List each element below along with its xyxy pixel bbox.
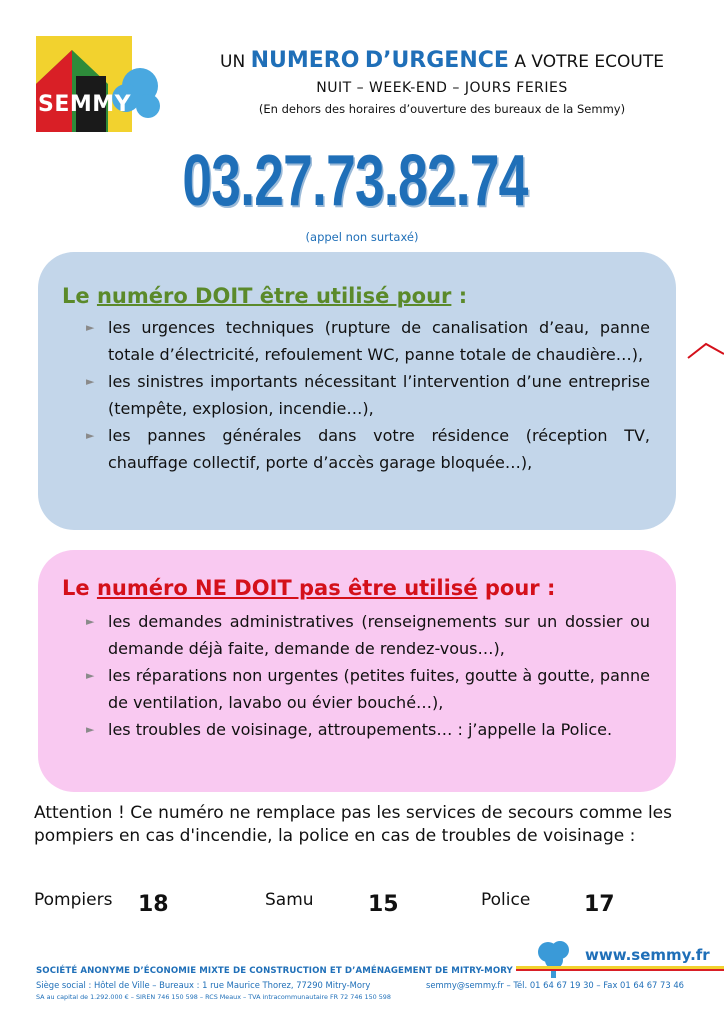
emergency-phone-number: 03.27.73.82.74 <box>182 141 528 221</box>
bullet-arrow-icon: ► <box>86 723 95 736</box>
dont-use-title <box>62 576 555 600</box>
service-label-pompiers: Pompiers <box>34 890 113 910</box>
list-item: ► les pannes générales dans votre résidence (réception TV, chauffage collectif, porte d’accès garage bloquée…), <box>82 422 650 476</box>
side-chevron-icon <box>686 340 724 362</box>
do-use-list <box>82 314 650 476</box>
dont-use-list <box>82 608 650 743</box>
footer-company-name: SOCIÉTÉ ANONYME D’ÉCONOMIE MIXTE DE CONSTRUCTION ET D’AMÉNAGEMENT DE MITRY-MORY <box>36 966 513 976</box>
dont-title-underlined: numéro NE DOIT pas être utilisé <box>96 576 478 600</box>
header-highlight-numero: NUMERO <box>250 48 360 73</box>
list-item: ► les urgences techniques (rupture de canalisation d’eau, panne totale d’électricité, refoulement WC, panne totale de chaudière…), <box>82 314 650 368</box>
header-subtitle: NUIT – WEEK-END – JOURS FERIES <box>316 80 568 96</box>
bullet-arrow-icon: ► <box>86 429 95 442</box>
header-hours-note: (En dehors des horaires d’ouverture des bureaux de la Semmy) <box>258 102 626 116</box>
list-item: ► les troubles de voisinage, attroupements… : j’appelle la Police. <box>82 716 650 743</box>
footer-legal: SA au capital de 1.292.000 € – SIREN 746 150 598 – RCS Meaux – TVA intracommunautaire FR 72 746 150 598 <box>36 993 391 1001</box>
do-title-prefix: Le <box>62 284 90 308</box>
bullet-arrow-icon: ► <box>86 375 95 388</box>
list-item: ► les demandes administratives (renseignements sur un dossier ou demande déjà faite, demande de rendez-vous…), <box>82 608 650 662</box>
do-title-underlined: numéro DOIT être utilisé pour <box>96 284 452 308</box>
dont-title-prefix: Le <box>62 576 90 600</box>
footer-contact: semmy@semmy.fr – Tél. 01 64 67 19 30 – Fax 01 64 67 73 46 <box>426 980 684 990</box>
attention-paragraph: Attention ! Ce numéro ne remplace pas les services de secours comme les pompiers en cas d'incendie, la police en cas de troubles de voisinage : <box>34 803 672 846</box>
do-title-colon: : <box>458 284 468 308</box>
bullet-arrow-icon: ► <box>86 321 95 334</box>
header-prefix: UN <box>220 52 246 72</box>
service-number-police: 17 <box>584 892 615 917</box>
phone-note: (appel non surtaxé) <box>305 230 419 244</box>
dont-title-suffix: pour : <box>484 576 556 600</box>
header-title <box>160 48 724 73</box>
list-item: ► les réparations non urgentes (petites fuites, goutte à goutte, panne de ventilation, lavabo ou évier bouché…), <box>82 662 650 716</box>
footer-address: Siège social : Hôtel de Ville – Bureaux : 1 rue Maurice Thorez, 77290 Mitry-Mory <box>36 980 371 990</box>
bullet-arrow-icon: ► <box>86 669 95 682</box>
website-link[interactable]: www.semmy.fr <box>585 946 710 964</box>
header-highlight-urgence: D’URGENCE <box>364 48 509 73</box>
do-use-title <box>62 284 467 308</box>
logo-house-icon <box>36 36 160 132</box>
semmy-logo <box>36 36 160 132</box>
service-number-samu: 15 <box>368 892 399 917</box>
service-label-police: Police <box>481 890 531 910</box>
header-suffix: A VOTRE ECOUTE <box>514 52 664 72</box>
bullet-arrow-icon: ► <box>86 615 95 628</box>
logo-text: SEMMY <box>38 92 132 117</box>
list-item: ► les sinistres importants nécessitant l’intervention d’une entreprise (tempête, explosion, incendie…), <box>82 368 650 422</box>
service-number-pompiers: 18 <box>138 892 169 917</box>
service-label-samu: Samu <box>265 890 314 910</box>
